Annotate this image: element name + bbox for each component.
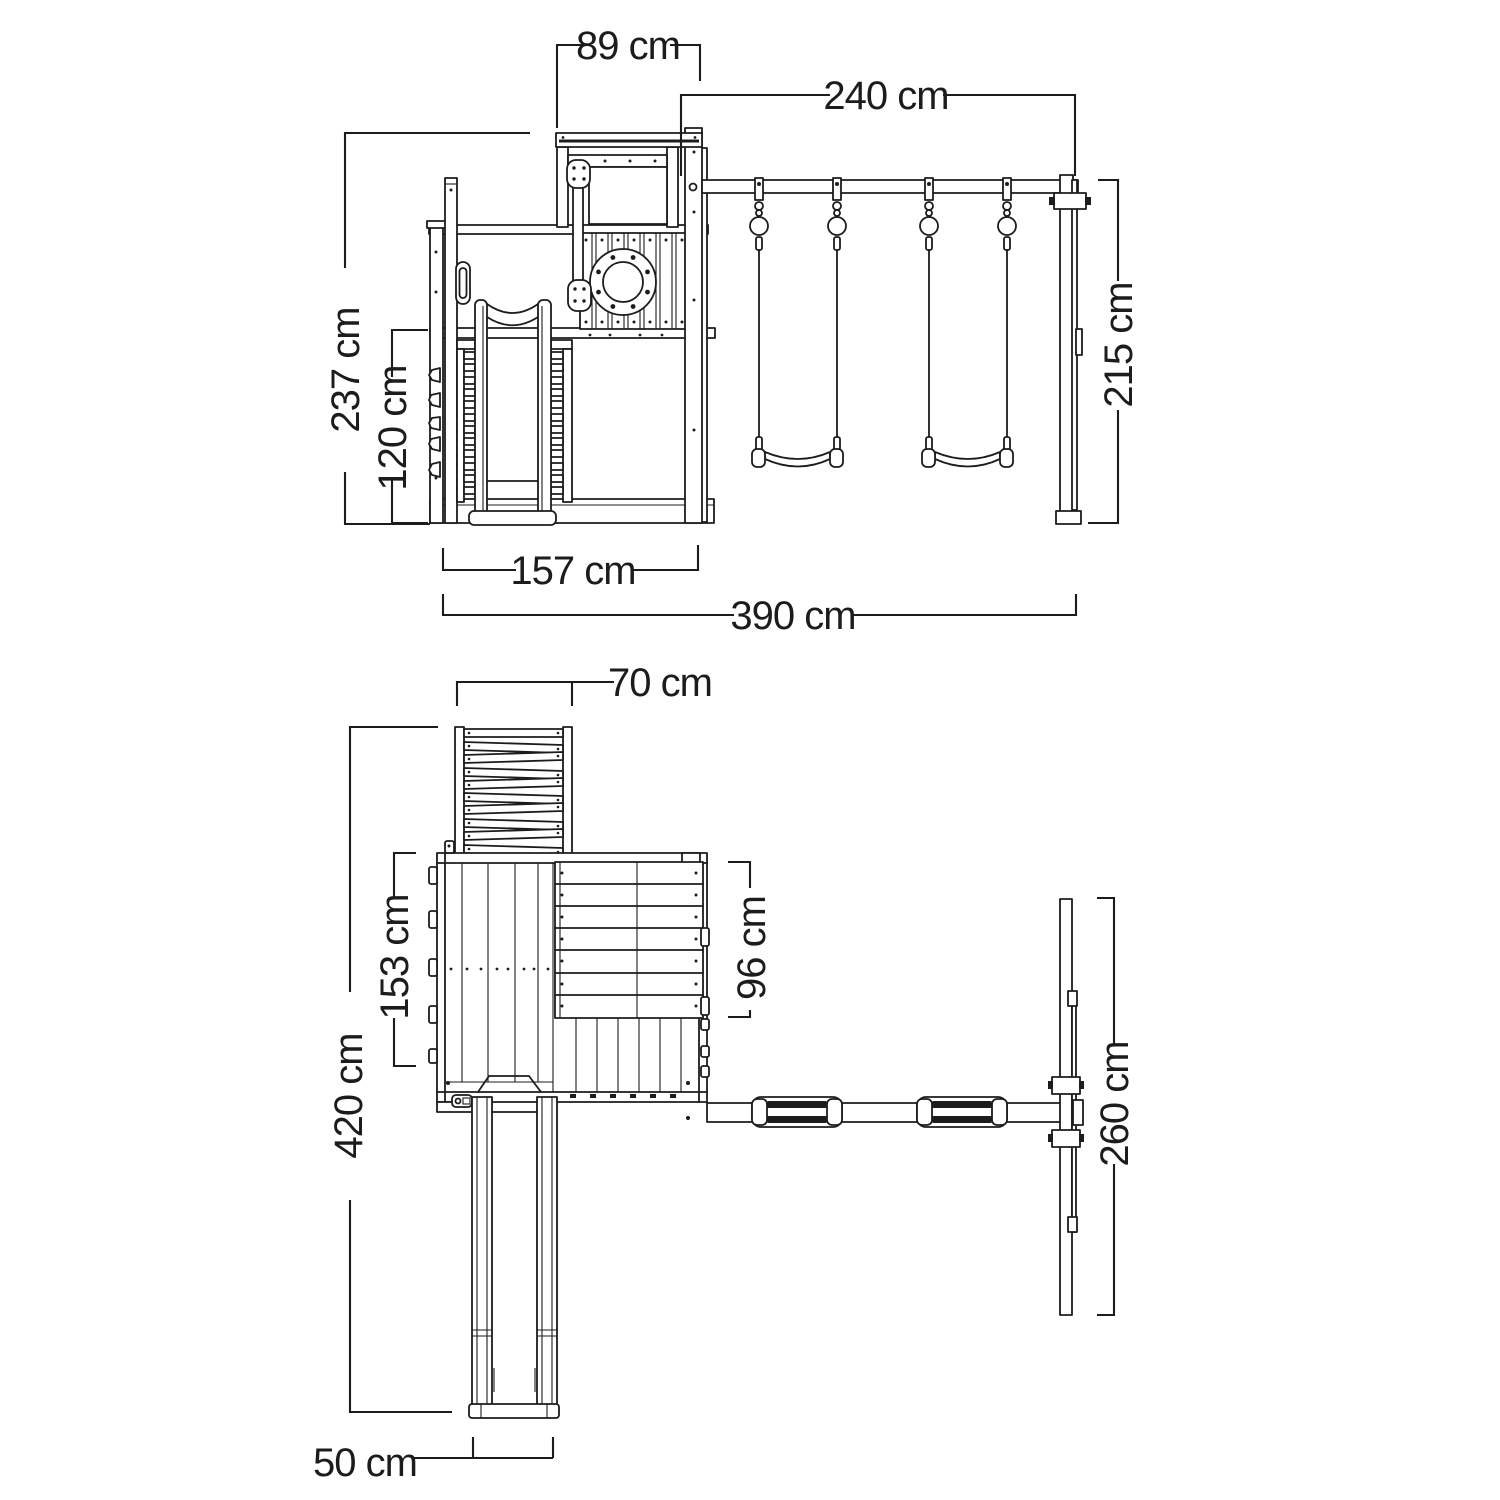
dim-platform-height [371,330,428,523]
swing-end-post [1049,175,1091,524]
porthole-window [590,249,656,315]
swing-seat-1 [752,449,843,467]
dim-swing-frame-height-label: 215 cm [1097,282,1141,408]
swing-seat-1-plan [752,1097,842,1127]
slide-end-cap [469,1404,559,1418]
dim-swing-frame-depth [1093,898,1137,1315]
side-wall [427,221,446,523]
elevation-view [324,24,1141,638]
ramp-rungs-left [464,352,475,494]
slide-plan [469,1097,559,1418]
dim-swing-frame-height [1088,180,1141,523]
dim-climbing-wall-width [457,661,712,706]
swing-seat-2 [922,449,1013,467]
dim-platform-depth [373,853,417,1066]
dim-total-depth [327,727,452,1412]
plan-view [313,661,1137,1485]
slide-foot [469,511,556,525]
swing-beam-plan [686,1103,1075,1122]
dim-platform-depth-label: 153 cm [373,894,417,1020]
hanger-1 [750,178,768,450]
dim-swing-frame-depth-label: 260 cm [1093,1041,1137,1167]
dim-roof-depth [728,862,774,1017]
dim-tower-width [443,545,698,593]
dim-slide-width [313,1437,553,1485]
dim-swing-beam-length-label: 240 cm [823,74,949,118]
latch [452,1095,472,1107]
dim-climbing-wall-width-label: 70 cm [608,661,712,705]
dim-total-height-label: 237 cm [324,307,368,433]
dim-platform-height-label: 120 cm [371,365,415,491]
dim-total-width-label: 390 cm [730,594,856,638]
dim-roof-width [557,24,700,128]
dim-slide-width-label: 50 cm [313,1441,417,1485]
grab-handle [456,262,470,304]
hanger-3 [920,178,938,450]
swing-beam [690,180,1079,193]
cabin-window [589,167,667,224]
swing-hangers [750,178,1016,450]
swing-seats [752,449,1013,467]
platform-plan [429,841,709,1112]
climbing-wall-slats [464,729,563,856]
dim-roof-depth-label: 96 cm [730,896,774,1000]
roof-plan [555,862,703,1018]
left-post [445,178,457,523]
hanger-4 [998,178,1016,450]
porthole-panel [580,233,700,329]
swing-seat-2-plan [917,1097,1007,1127]
hanger-2 [828,178,846,450]
dim-total-width [443,594,1076,638]
climbing-wall-plan [455,727,572,856]
ramp-rungs-right [551,352,563,494]
dim-swing-beam-length [681,74,1075,176]
dim-tower-width-label: 157 cm [510,549,636,593]
dim-roof-width-label: 89 cm [576,24,680,68]
dim-total-depth-label: 420 cm [327,1033,371,1159]
wall-stones-left-plan [429,867,437,1063]
beam-bolt [690,184,697,191]
